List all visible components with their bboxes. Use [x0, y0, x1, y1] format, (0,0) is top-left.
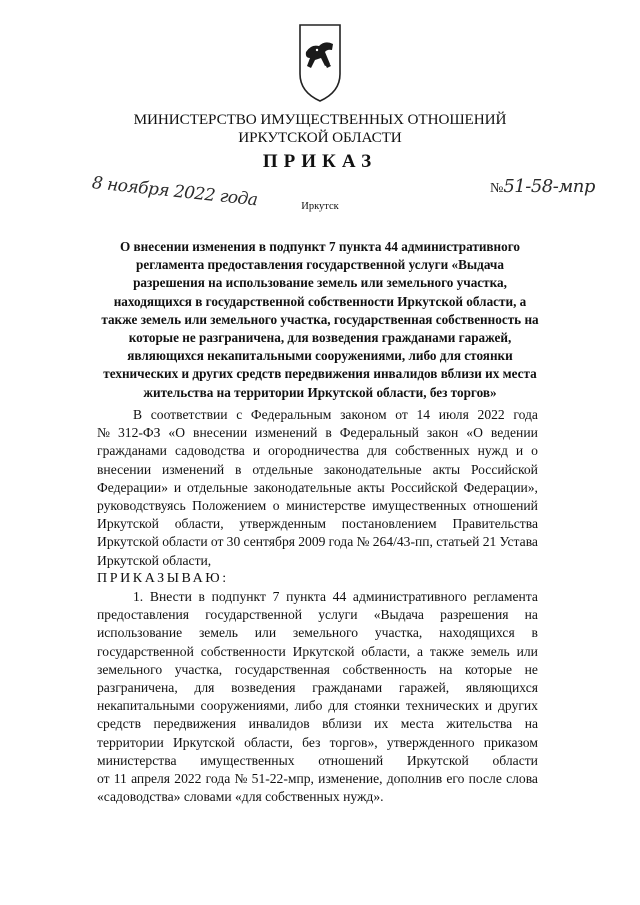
- title-line: являющихся некапитальными сооружениями, либо для стоянки: [127, 348, 513, 364]
- item1-line: 1. Внести в подпункт 7 пункта 44 административного регламента: [133, 589, 538, 605]
- preamble-line: Иркутской области,: [97, 552, 212, 568]
- item1-line: разграничена, для возведения гражданами гаражей, являющихся: [97, 680, 538, 696]
- preamble-line: руководствуясь Положением о министерстве имущественных отношений: [97, 498, 538, 514]
- handwritten-order-number: 51-58-мпр: [503, 176, 595, 197]
- title-line: также земель или земельного участка, государственная собственность на: [101, 311, 539, 327]
- handwritten-date: 8 ноября 2022 года: [90, 173, 259, 211]
- item1-line: предоставления государственной услуги «Выдача разрешения на: [97, 607, 538, 623]
- item1-line: некапитальными сооружениями, либо для стоянки технических и других: [97, 698, 538, 714]
- prikazyvayu-heading: ПРИКАЗЫВАЮ:: [97, 570, 229, 586]
- item1-line: земельного участка, государственная собственность на которые не: [97, 661, 538, 677]
- document-type-title: ПРИКАЗ: [262, 151, 378, 172]
- coat-of-arms-icon: [297, 22, 343, 104]
- preamble-line: № 312-ФЗ «О внесении изменений в Федеральный закон «О ведении: [97, 425, 538, 441]
- item1-line: использование земель или земельного участка, находящихся в: [97, 625, 538, 641]
- preamble-line: Иркутской области, утвержденным постановлением Правительства: [97, 516, 538, 532]
- item1-line: средств передвижения инвалидов вблизи их места жительства на: [97, 716, 538, 732]
- number-sign: №: [490, 181, 504, 196]
- order-number: [490, 176, 595, 197]
- preamble-line: Федерации» и отдельные законодательные акты Российской Федерации»,: [97, 479, 538, 495]
- ministry-name-line2: ИРКУТСКОЙ ОБЛАСТИ: [238, 129, 402, 146]
- item1-line: государственной собственности Иркутской области, а также земель или: [97, 643, 538, 659]
- city-name: Иркутск: [301, 201, 339, 212]
- ministry-name-line1: МИНИСТЕРСТВО ИМУЩЕСТВЕННЫХ ОТНОШЕНИЙ: [133, 111, 507, 128]
- title-line: технических и других средств передвижения инвалидов вблизи их места: [103, 366, 537, 382]
- item1-line: от 11 апреля 2022 года № 51-22-мпр, изменение, дополнив его после слова: [97, 771, 538, 787]
- order-title: [100, 238, 540, 402]
- title-line: О внесении изменения в подпункт 7 пункта 44 административного: [120, 239, 520, 254]
- item1-line: «садоводства» словами «для собственных нужд».: [97, 789, 384, 805]
- item1-line: территории Иркутской области, без торгов», утвержденного приказом: [97, 734, 538, 750]
- title-line: которые не разграничена, для возведения гражданами гаражей,: [128, 330, 512, 346]
- title-line: находящихся в государственной собственности Иркутской области, а: [113, 293, 527, 309]
- title-line: регламента предоставления государственной услуги «Выдача: [136, 257, 504, 273]
- order-body: [97, 406, 538, 806]
- title-line: жительства на территории Иркутской области, без торгов»: [143, 384, 497, 400]
- preamble-line: В соответствии с Федеральным законом от 14 июля 2022 года: [133, 407, 538, 422]
- item1-line: министерства имущественных отношений Иркутской области: [97, 752, 538, 768]
- preamble-line: гражданами садоводства и огородничества для собственных нужд и о: [97, 443, 538, 459]
- title-line: разрешения на использование земель или земельного участка,: [133, 275, 507, 291]
- preamble-line: внесении изменений в отдельные законодательные акты Российской: [97, 461, 538, 477]
- preamble-line: Иркутской области от 30 сентября 2009 года № 264/43-пп, статьей 21 Устава: [97, 534, 538, 550]
